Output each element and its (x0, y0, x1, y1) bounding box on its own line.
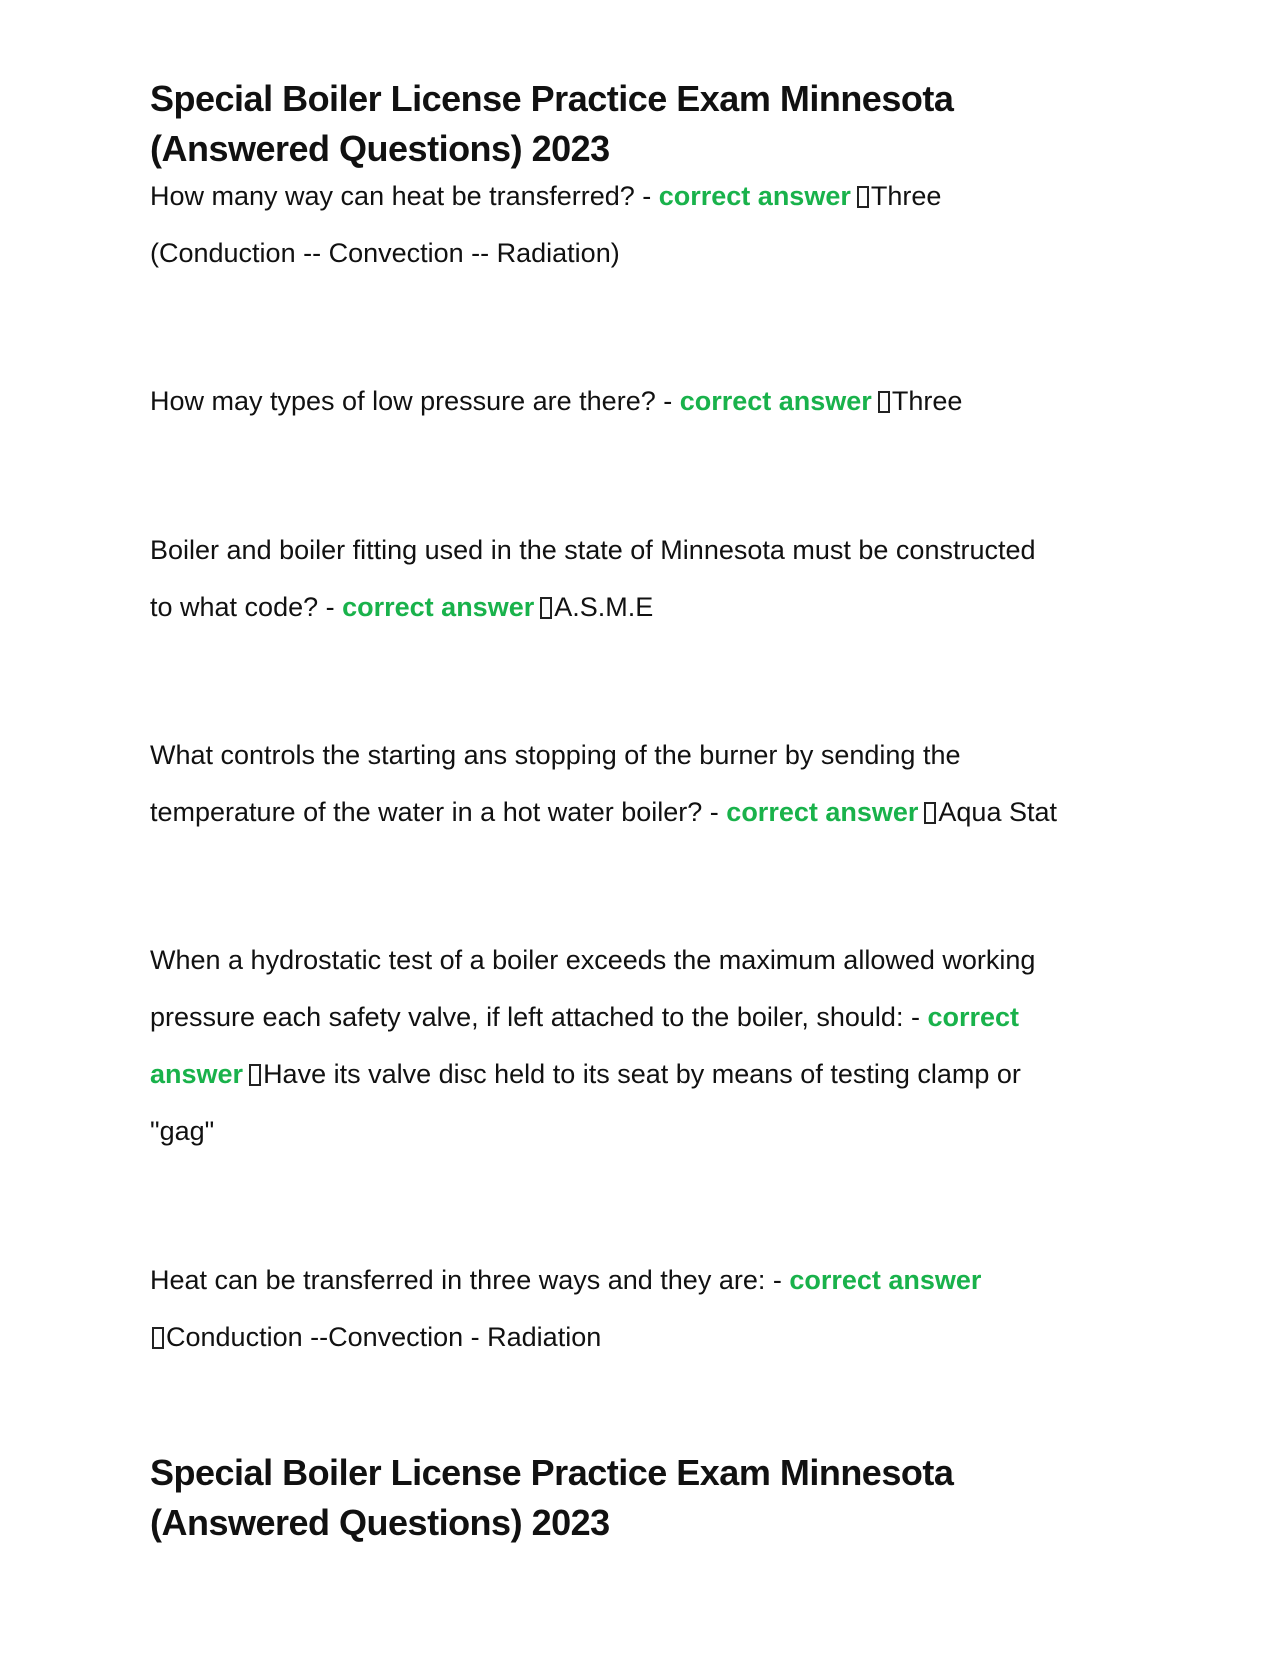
correct-answer-label: correct answer (679, 386, 872, 416)
qa-item-6 (150, 1252, 1130, 1366)
answer-text: A.S.M.E (554, 592, 654, 622)
missing-glyph-box-icon (878, 391, 890, 413)
question-text: When a hydrostatic test of a boiler exceeds the maximum allowed working (150, 945, 1036, 975)
document-title-repeat (150, 1448, 1130, 1548)
qa-item-2 (150, 373, 1130, 430)
correct-answer-label-part-1: correct (927, 1002, 1019, 1032)
missing-glyph-box-icon (857, 186, 869, 208)
title-line-2: (Answered Questions) 2023 (150, 128, 610, 169)
title-line-2: (Answered Questions) 2023 (150, 1502, 610, 1543)
answer-text: Conduction --Convection - Radiation (166, 1322, 602, 1352)
missing-glyph-box-icon (540, 597, 552, 619)
question-text-continued: to what code? - (150, 592, 343, 622)
question-text: Heat can be transferred in three ways and they are: - (150, 1265, 790, 1295)
answer-text: Three (870, 181, 942, 211)
missing-glyph-box-icon (152, 1327, 164, 1349)
answer-text: Aqua Stat (938, 797, 1057, 827)
answer-text: Three (891, 386, 963, 416)
question-text: What controls the starting ans stopping of the burner by sending the (150, 740, 961, 770)
correct-answer-label: correct answer (726, 797, 919, 827)
document-title (150, 74, 1130, 174)
correct-answer-label: correct answer (342, 592, 535, 622)
question-text: How may types of low pressure are there? - (150, 386, 680, 416)
question-text-continued: temperature of the water in a hot water boiler? - (150, 797, 727, 827)
title-line-1: Special Boiler License Practice Exam Minnesota (150, 78, 954, 119)
question-text-continued: pressure each safety valve, if left attached to the boiler, should: - (150, 1002, 928, 1032)
missing-glyph-box-icon (924, 802, 936, 824)
title-line-1: Special Boiler License Practice Exam Minnesota (150, 1452, 954, 1493)
qa-item-4 (150, 727, 1130, 841)
answer-text: Have its valve disc held to its seat by means of testing clamp or (263, 1059, 1021, 1089)
question-text: How many way can heat be transferred? - (150, 181, 659, 211)
correct-answer-label: correct answer (789, 1265, 982, 1295)
correct-answer-label-part-2: answer (150, 1059, 244, 1089)
missing-glyph-box-icon (249, 1064, 261, 1086)
qa-item-1 (150, 168, 1130, 282)
answer-text-continued: "gag" (150, 1116, 215, 1146)
correct-answer-label: correct answer (658, 181, 851, 211)
qa-item-5 (150, 932, 1130, 1160)
question-text: Boiler and boiler fitting used in the state of Minnesota must be constructed (150, 535, 1036, 565)
qa-item-3 (150, 522, 1130, 636)
answer-text-continued: (Conduction -- Convection -- Radiation) (150, 238, 620, 268)
